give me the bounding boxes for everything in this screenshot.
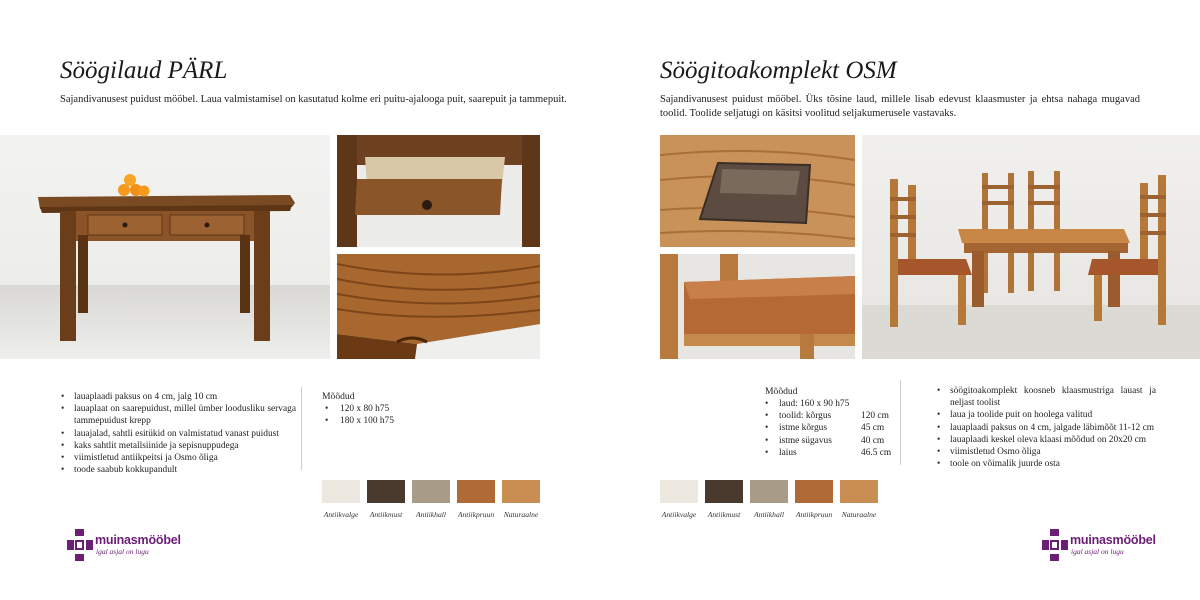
brand-logo[interactable] <box>1041 528 1156 562</box>
spec-item: • toode saabub kokkupandult <box>74 464 296 476</box>
measure-row: • istme sügavus 40 cm <box>765 435 885 446</box>
swatch-label: Antiikvalge <box>323 510 359 519</box>
swatch-label: Antiikmust <box>707 510 741 519</box>
swatch-antiikhall[interactable] <box>412 480 450 503</box>
swatch-antiikvalge[interactable] <box>660 480 698 503</box>
left-specs-list <box>60 391 296 476</box>
spec-item: • lauaplaadi paksus on 4 cm, jalgade läbimõõt 11-12 cm <box>950 422 1156 434</box>
drawer-closeup-photo <box>337 135 540 247</box>
wood-grain-photo <box>337 254 540 359</box>
spec-item: • söögitoakomplekt koosneb klaasmustriga lauast ja neljast toolist <box>950 385 1156 409</box>
measure-row: • toolid: kõrgus 120 cm <box>765 411 889 422</box>
left-measures-title: Mõõdud <box>322 391 355 402</box>
logo-mark-icon <box>1041 528 1069 562</box>
right-measures-table <box>765 398 891 459</box>
swatch-label: Antiikvalge <box>661 510 697 519</box>
spec-item: • laua ja toolide puit on hoolega valitud <box>950 409 1156 421</box>
logo-name: muinasmööbel <box>1070 533 1156 547</box>
swatch-label: Antiikpruun <box>795 510 833 519</box>
right-divider <box>900 380 901 465</box>
measure-row: • laud: 160 x 90 h75 <box>765 399 850 409</box>
logo-tagline: igal asjal on lugu <box>96 547 149 556</box>
swatch-label: Antiikhall <box>754 510 784 519</box>
swatch-label: Antiikmust <box>369 510 403 519</box>
swatch-label: Antiikpruun <box>457 510 495 519</box>
chair-seat-photo <box>660 254 855 359</box>
dining-set-osm-photo <box>862 135 1200 359</box>
right-page-title: Söögitoakomplekt OSM <box>660 57 897 84</box>
left-divider <box>301 387 302 470</box>
measure-row: • istme kõrgus 45 cm <box>765 423 885 434</box>
swatch-antiikvalge[interactable] <box>322 480 360 503</box>
logo-mark-icon <box>66 528 94 562</box>
measure-item: • 120 x 80 h75 <box>338 403 448 415</box>
spec-item: • viimistletud Osmo õliga <box>950 446 1156 458</box>
right-measures-title: Mõõdud <box>765 386 798 397</box>
swatch-label: Naturaalne <box>503 510 539 519</box>
measure-row: • laius 46.5 cm <box>765 447 892 458</box>
left-measures-list <box>324 403 448 427</box>
measure-item: • 180 x 100 h75 <box>338 415 448 427</box>
logo-name: muinasmööbel <box>95 533 181 547</box>
left-page-title: Söögilaud PÄRL <box>60 57 228 84</box>
swatch-naturaalne[interactable] <box>502 480 540 503</box>
spec-item: • lauajalad, sahtli esitükid on valmistatud vanast puidust <box>74 428 296 440</box>
swatch-antiikhall[interactable] <box>750 480 788 503</box>
swatch-label: Naturaalne <box>841 510 877 519</box>
swatch-naturaalne[interactable] <box>840 480 878 503</box>
right-intro-text: Sajandivanusest puidust mööbel. Üks tõsine laud, millele lisab edevust klaasmuster ja ehtsa nahaga mugavad toolid. Toolide seljatugi on käsitsi voolitud seljakumerusele vastavaks. <box>660 94 1140 119</box>
spec-item: • toole on võimalik juurde osta <box>950 458 1156 470</box>
glass-inset-photo <box>660 135 855 247</box>
spec-item: • lauaplaadi paksus on 4 cm, jalg 10 cm <box>74 391 296 403</box>
swatch-antiikmust[interactable] <box>705 480 743 503</box>
spec-item: • lauaplaat on saarepuidust, millel ümber loodusliku servaga tammepuidust krepp <box>74 403 296 427</box>
spec-item: • kaks sahtlit metallsiinide ja sepisnuppudega <box>74 440 296 452</box>
left-intro-text: Sajandivanusest puidust mööbel. Laua valmistamisel on kasutatud kolme eri puitu-ajalooga puit, saarepuit ja tammepuit. <box>60 94 567 105</box>
right-specs-list <box>936 385 1156 470</box>
spec-item: • viimistletud antiikpeitsi ja Osmo õliga <box>74 452 296 464</box>
swatch-antiikpruun[interactable] <box>795 480 833 503</box>
logo-tagline: igal asjal on lugu <box>1071 547 1124 556</box>
table-parl-photo <box>0 135 330 359</box>
spec-item: • lauaplaadi keskel oleva klaasi mõõdud on 20x20 cm <box>950 434 1156 446</box>
brand-logo[interactable] <box>66 528 181 562</box>
swatch-antiikmust[interactable] <box>367 480 405 503</box>
swatch-antiikpruun[interactable] <box>457 480 495 503</box>
swatch-label: Antiikhall <box>416 510 446 519</box>
